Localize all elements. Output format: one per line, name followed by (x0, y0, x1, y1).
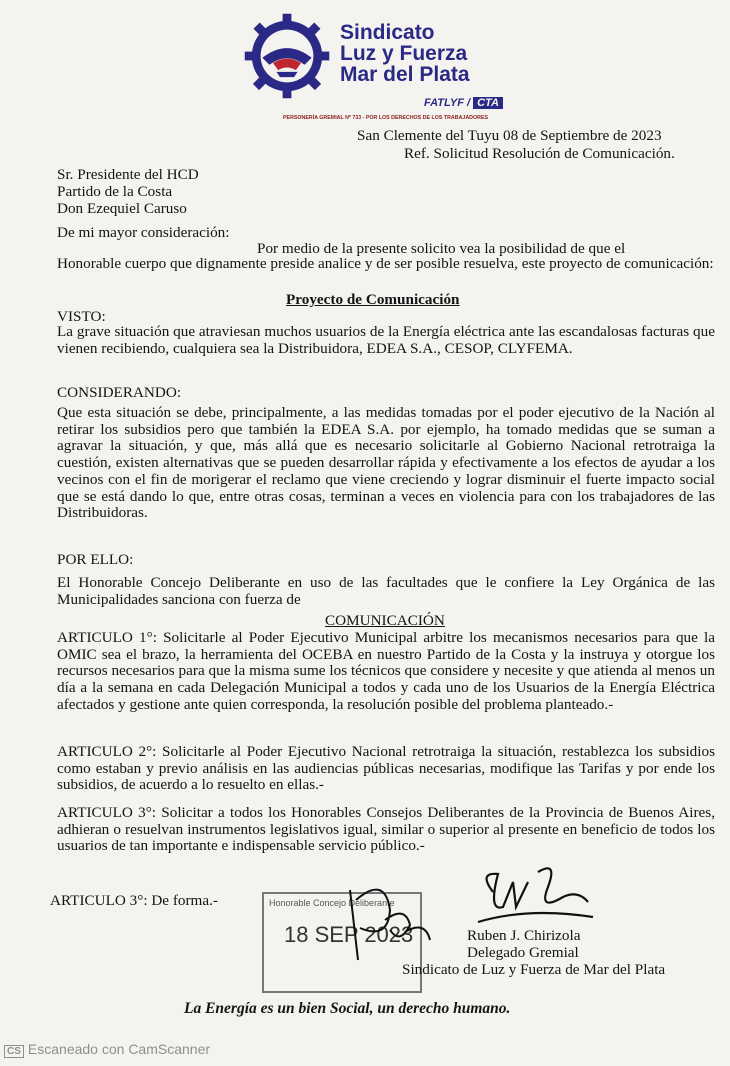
org-line-1: Sindicato (340, 21, 435, 44)
federation-logo-1: FATLYF (424, 97, 464, 109)
comunicacion-title: COMUNICACIÓN (325, 612, 445, 629)
articulo-3: ARTICULO 3°: Solicitar a todos los Honorables Consejos Deliberantes de la Provincia de Buenos Aires, adhieran o resuelvan instrumentos legislativos igual, similar o superior al presente en beneficio de todos los usuarios de tan importante e indispensable servicio público.- (57, 804, 715, 855)
articulo-forma: ARTICULO 3°: De forma.- (50, 892, 218, 909)
camscanner-logo-icon: CS (4, 1045, 24, 1058)
organization-name (340, 22, 470, 85)
por-ello-label: POR ELLO: (57, 551, 134, 568)
federation-logo-2: CTA (473, 97, 503, 109)
org-line-3: Mar del Plata (340, 63, 470, 86)
greeting: De mi mayor consideración: (57, 224, 230, 241)
articulo-2: ARTICULO 2°: Solicitarle al Poder Ejecutivo Nacional retrotraiga la situación, restablezca los subsidios como estaban y previo análisis en las audiencias públicas necesarias, modifique las Tarifas y por ende los subsidios, de acuerdo a lo resuelto en ellas.- (57, 743, 715, 794)
intro-paragraph: Honorable cuerpo que dignamente preside analice y de ser posible resuelva, este proyecto de comunicación: (57, 255, 714, 272)
camscanner-text: Escaneado con CamScanner (27, 1041, 211, 1057)
union-tagline: PERSONERÍA GREMIAL Nº 733 - POR LOS DERECHOS DE LOS TRABAJADORES (283, 115, 489, 121)
recipient-line-1: Sr. Presidente del HCD (57, 166, 199, 183)
articulo-1: ARTICULO 1°: Solicitarle al Poder Ejecutivo Municipal arbitre los mecanismos necesarios para que la OMIC sea el brazo, la herramienta del OCEBA en nuestro Partido de la Costa y la instruya y otorgue los recursos necesarios para que la misma sume los técnicos que considere y necesite y que atienda al menos un día a la semana en cada Delegación Municipal a todos y cada uno de los Usuarios de la Energía Eléctrica afectados y gestione ante quien corresponda, la resolución posible del problema planteado.- (57, 629, 715, 713)
signer-role: Delegado Gremial (467, 944, 579, 961)
visto-text: La grave situación que atraviesan muchos usuarios de la Energía eléctrica ante las escandalosas facturas que vienen recibiendo, cualquiera sea la Distribuidora, EDEA S.A., CESOP, CLYFEMA. (57, 323, 715, 357)
considerando-label: CONSIDERANDO: (57, 384, 182, 401)
org-line-2: Luz y Fuerza (340, 42, 468, 65)
motto: La Energía es un bien Social, un derecho humano. (184, 1000, 511, 1017)
visto-label: VISTO: (57, 308, 106, 325)
signature-icon (468, 862, 598, 927)
stamp-header: Honorable Concejo Deliberante (269, 898, 395, 908)
stamp-signature-icon (330, 870, 440, 965)
considerando-text: Que esta situación se debe, principalmente, a las medidas tomadas por el poder ejecutivo de la Nación al retirar los subsidios pero que también la EDEA S.A. por ejemplo, ha tomado medidas que se suman a agravar la situación, y que, más allá que es necesario solicitarle al Gobierno Nacional retrotraiga la cuestión, existen alternativas que se pueden desarrollar rápida y efectivamente a los efectos de ayudar a los vecinos con el fin de morigerar el reclamo que viene creciendo y lograr disminuir el fuerte impacto social que se está dando lo que, entre otras cosas, terminan a veces en violencia para con los trabajadores de las Distribuidoras. (57, 404, 715, 522)
federation-logos: FATLYF / CTA (424, 97, 503, 109)
reference-line: Ref. Solicitud Resolución de Comunicación. (404, 145, 675, 162)
date-line: San Clemente del Tuyu 08 de Septiembre de 2023 (357, 127, 662, 144)
por-ello-text: El Honorable Concejo Deliberante en uso de las facultades que le confiere la Ley Orgánica de las Municipalidades sanciona con fuerza de (57, 574, 715, 608)
camscanner-watermark (4, 1041, 210, 1058)
stamp-date: 18 SEP 2023 (284, 922, 414, 947)
intro-first-line: Por medio de la presente solicito vea la posibilidad de que el (257, 240, 626, 257)
recipient-line-3: Don Ezequiel Caruso (57, 200, 187, 217)
recipient-line-2: Partido de la Costa (57, 183, 173, 200)
signer-name: Ruben J. Chirizola (467, 927, 581, 944)
signer-organization: Sindicato de Luz y Fuerza de Mar del Plata (402, 961, 666, 978)
project-title: Proyecto de Comunicación (286, 291, 460, 308)
union-gear-logo-icon (243, 12, 331, 100)
